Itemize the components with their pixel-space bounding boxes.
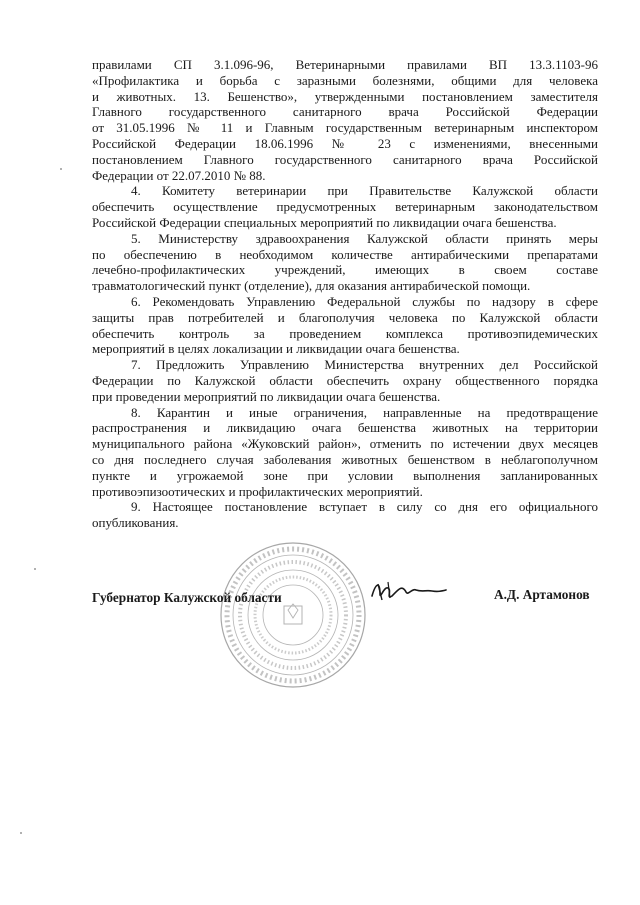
text-line: опубликования. (92, 515, 179, 531)
document-body (92, 57, 598, 531)
paragraph-7-line: 7. Предложить Управлению Министерства внутренних дел Российской (131, 357, 598, 373)
text-line: мероприятий в целях локализации и ликвидации очага бешенства. (92, 341, 460, 357)
text-line: распространения и ликвидацию очага бешенства животных на территории (92, 420, 598, 436)
signature-block (0, 540, 640, 690)
text-line: Главного государственного санитарного врача Российской Федерации (92, 104, 598, 120)
text-line: обеспечить контроль за проведением комплекса противоэпидемических (92, 325, 598, 341)
paragraph-9-line: 9. Настоящее постановление вступает в силу со дня его официального (131, 499, 598, 515)
text-line: травматологический пункт (отделение), для оказания антирабической помощи. (92, 278, 531, 294)
text-line: Федерации от 22.07.2010 № 88. (92, 167, 266, 183)
text-line: правилами СП 3.1.096-96, Ветеринарными правилами ВП 13.3.1103-96 (92, 57, 598, 72)
text-line: Российской Федерации 18.06.1996 № 23 с изменениями, внесенными (92, 135, 598, 151)
text-line: по обеспечению в необходимом количестве антирабическими препаратами (92, 246, 598, 262)
text-line: «Профилактика и борьба с заразными болезнями, общими для человека (92, 72, 598, 88)
text-line: муниципального района «Жуковский район», отменить по истечении двух месяцев (92, 436, 598, 452)
scan-artifact (34, 568, 36, 570)
paragraph-6-line: 6. Рекомендовать Управлению Федеральной службы по надзору в сфере (131, 293, 598, 309)
text-line: защиты прав потребителей и благополучия человека по Калужской области (92, 309, 598, 325)
text-line: противоэпизоотических и профилактических мероприятий. (92, 483, 423, 499)
text-line: лечебно-профилактических учреждений, имеющих в своем составе (92, 262, 598, 278)
text-line: постановлением Главного государственного санитарного врача Российской (92, 151, 598, 167)
signatory-name: А.Д. Артамонов (494, 587, 590, 602)
paragraph-8-line: 8. Карантин и иные ограничения, направленные на предотвращение (131, 404, 598, 420)
scan-artifact (20, 832, 22, 834)
paragraph-4-line: 4. Комитету ветеринарии при Правительстве Калужской области (131, 183, 598, 199)
text-line: Российской Федерации специальных мероприятий по ликвидации очага бешенства. (92, 214, 557, 230)
signatory-title: Губернатор Калужской области (92, 590, 282, 605)
text-line: и животных. 13. Бешенство», утвержденными постановлением заместителя (92, 88, 598, 104)
paragraph-5-line: 5. Министерству здравоохранения Калужской области принять меры (131, 230, 598, 246)
text-line: пункте и угрожаемой зоне при условии выполнения запланированных (92, 467, 598, 483)
handwritten-signature-icon (368, 576, 448, 606)
text-line: Федерации по Калужской области обеспечить охрану общественного порядка (92, 372, 598, 388)
official-seal-icon (218, 540, 368, 690)
text-line: при проведении мероприятий по ликвидации очага бешенства. (92, 388, 441, 404)
scan-artifact (60, 168, 62, 170)
text-line: обеспечить осуществление предусмотренных ветеринарным законодательством (92, 199, 598, 215)
text-line: от 31.05.1996 № 11 и Главным государственным ветеринарным инспектором (92, 120, 598, 136)
text-line: со дня последнего случая заболевания животных бешенством в неблагополучном (92, 451, 598, 467)
